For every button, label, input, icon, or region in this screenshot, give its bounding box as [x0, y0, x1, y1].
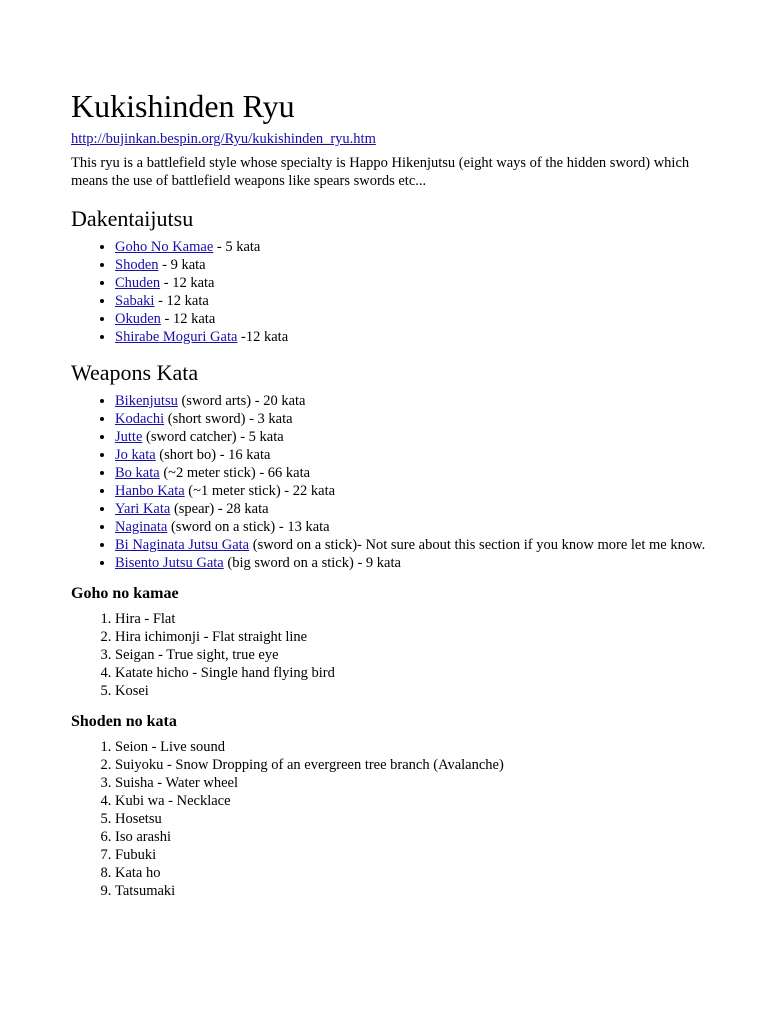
- list-item: [115, 518, 708, 536]
- list-item: [115, 274, 708, 292]
- list-item-link[interactable]: Goho No Kamae: [115, 239, 214, 255]
- list-item: 3. Suisha - Water wheel: [115, 774, 708, 792]
- list-item-text: (spear) - 28 kata: [170, 501, 269, 517]
- list-item-text: - 12 kata: [160, 275, 215, 291]
- list-item: 2. Hira ichimonji - Flat straight line: [115, 628, 708, 646]
- list-item-link[interactable]: Okuden: [115, 311, 161, 327]
- list-item: [115, 410, 708, 428]
- list-item-text: (sword catcher) - 5 kata: [142, 429, 284, 445]
- list-item-link[interactable]: Hanbo Kata: [115, 483, 185, 499]
- list-item-text: - 9 kata: [158, 257, 206, 273]
- list-item-text: (~2 meter stick) - 66 kata: [159, 465, 311, 481]
- list-item: [115, 292, 708, 310]
- list-item-link[interactable]: Bo kata: [115, 465, 160, 481]
- intro-paragraph: This ryu is a battlefield style whose specialty is Happo Hikenjutsu (eight ways of the hidden sword) which means the use of battlefield weapons like spears swords etc...: [71, 155, 690, 189]
- list-item: 2. Suiyoku - Snow Dropping of an evergreen tree branch (Avalanche): [115, 756, 708, 774]
- list-item-text: (short bo) - 16 kata: [155, 447, 271, 463]
- list-item: 6. Iso arashi: [115, 828, 708, 846]
- list-item: 5. Kosei: [115, 682, 708, 700]
- dakentaijutsu-list: [71, 238, 708, 346]
- list-item: 5. Hosetsu: [115, 810, 708, 828]
- list-item-text: - 12 kata: [154, 293, 209, 309]
- shoden-list: [71, 738, 708, 900]
- list-item: 9. Tatsumaki: [115, 882, 708, 900]
- shoden-heading: Shoden no kata: [71, 713, 177, 730]
- list-item: [115, 428, 708, 446]
- list-item-link[interactable]: Bisento Jutsu Gata: [115, 555, 224, 571]
- list-item: [115, 256, 708, 274]
- list-item: [115, 500, 708, 518]
- list-item-link[interactable]: Bi Naginata Jutsu Gata: [115, 537, 250, 553]
- list-item-link[interactable]: Kodachi: [115, 411, 165, 427]
- weapons-heading: Weapons Kata: [71, 360, 199, 385]
- list-item: [115, 464, 708, 482]
- source-link[interactable]: http://bujinkan.bespin.org/Ryu/kukishinden_ryu.htm: [71, 131, 376, 147]
- list-item: 3. Seigan - True sight, true eye: [115, 646, 708, 664]
- page-title: Kukishinden Ryu: [71, 88, 295, 124]
- list-item-link[interactable]: Shoden: [115, 257, 159, 273]
- list-item-link[interactable]: Bikenjutsu: [115, 393, 178, 409]
- dakentaijutsu-heading: Dakentaijutsu: [71, 206, 194, 231]
- list-item-text: (short sword) - 3 kata: [164, 411, 293, 427]
- list-item: 1. Seion - Live sound: [115, 738, 708, 756]
- list-item: 4. Kubi wa - Necklace: [115, 792, 708, 810]
- weapons-list: [71, 392, 708, 572]
- list-item-link[interactable]: Jo kata: [115, 447, 156, 463]
- list-item: 8. Kata ho: [115, 864, 708, 882]
- list-item-link[interactable]: Jutte: [115, 429, 143, 445]
- list-item-text: (~1 meter stick) - 22 kata: [184, 483, 336, 499]
- goho-list: [71, 610, 708, 700]
- list-item-text: (sword arts) - 20 kata: [177, 393, 306, 409]
- list-item: 1. Hira - Flat: [115, 610, 708, 628]
- list-item-link[interactable]: Naginata: [115, 519, 168, 535]
- list-item-link[interactable]: Sabaki: [115, 293, 155, 309]
- list-item: [115, 536, 708, 554]
- list-item-link[interactable]: Shirabe Moguri Gata: [115, 329, 238, 345]
- list-item: [115, 482, 708, 500]
- list-item-text: -12 kata: [237, 329, 289, 345]
- list-item: [115, 328, 708, 346]
- goho-heading: Goho no kamae: [71, 585, 179, 602]
- list-item: [115, 238, 708, 256]
- list-item: [115, 446, 708, 464]
- list-item-text: (big sword on a stick) - 9 kata: [223, 555, 401, 571]
- list-item-text: - 5 kata: [213, 239, 261, 255]
- list-item: [115, 554, 708, 572]
- list-item-text: - 12 kata: [160, 311, 216, 327]
- list-item: 7. Fubuki: [115, 846, 708, 864]
- list-item: [115, 392, 708, 410]
- list-item-link[interactable]: Chuden: [115, 275, 161, 291]
- list-item-text: (sword on a stick)- Not sure about this section if you know more let me know.: [249, 537, 706, 553]
- list-item: 4. Katate hicho - Single hand flying bird: [115, 664, 708, 682]
- list-item-text: (sword on a stick) - 13 kata: [167, 519, 330, 535]
- list-item-link[interactable]: Yari Kata: [115, 501, 171, 517]
- list-item: [115, 310, 708, 328]
